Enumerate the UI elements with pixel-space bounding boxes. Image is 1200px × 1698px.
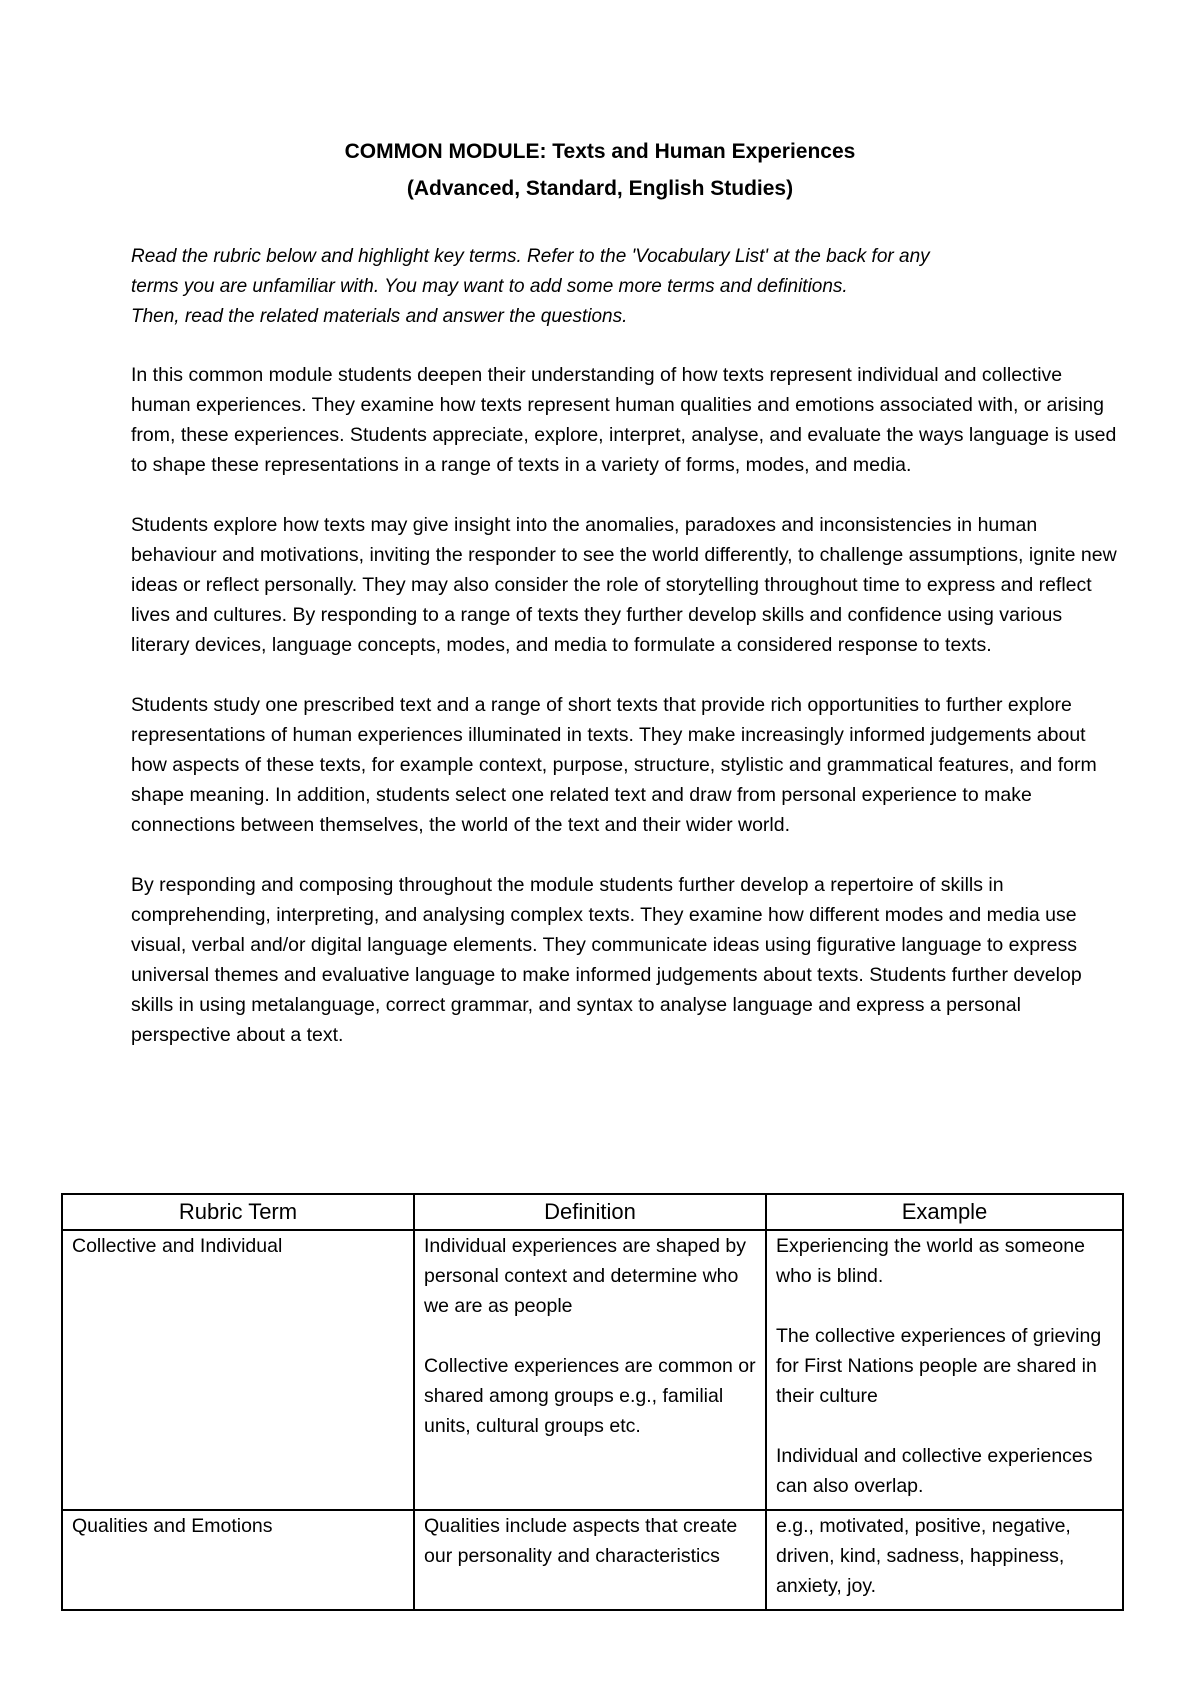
rubric-paragraph-4: By responding and composing throughout the module students further develop a repertoire of skills in comprehending, interpreting, and analysing complex texts. They examine how different modes and media use visual, verbal and/or digital language elements. They communicate ideas using figurative language to express universal themes and evaluative language to make informed judgements about texts. Students further develop skills in using metalanguage, correct grammar, and syntax to analyse language and express a personal perspective about a text. <box>131 874 1082 1046</box>
cell-spacer <box>424 1321 756 1351</box>
example-text: Experiencing the world as someone who is blind. <box>776 1235 1085 1287</box>
rubric-paragraph-2: Students explore how texts may give insight into the anomalies, paradoxes and inconsistencies in human behaviour and motivations, inviting the responder to see the world differently, to challenge assumptions, ignite new ideas or reflect personally. They may also consider the role of storytelling throughout time to express and reflect lives and cultures. By responding to a range of texts they further develop skills and confidence using various literary devices, language concepts, modes, and media to formulate a considered response to texts. <box>131 514 1117 656</box>
title-line-1: COMMON MODULE: Texts and Human Experiences <box>344 140 856 163</box>
term-cell <box>62 1230 414 1510</box>
definition-cell <box>414 1230 766 1510</box>
title-line-2: (Advanced, Standard, English Studies) <box>406 177 794 200</box>
header-example: Example <box>766 1194 1123 1230</box>
table-row <box>62 1230 1123 1510</box>
example-cell <box>766 1230 1123 1510</box>
rubric-paragraph-1: In this common module students deepen their understanding of how texts represent individual and collective human experiences. They examine how texts represent human qualities and emotions associated with, or arising from, these experiences. Students appreciate, explore, interpret, analyse, and evaluate the ways language is used to shape these representations in a range of texts in a variety of forms, modes, and media. <box>131 364 1117 476</box>
example-text: e.g., motivated, positive, negative, driven, kind, sadness, happiness, anxiety, joy. <box>776 1515 1071 1597</box>
intro-line-1: Read the rubric below and highlight key terms. Refer to the 'Vocabulary List' at the back for any <box>131 246 930 267</box>
definition-cell <box>414 1510 766 1610</box>
document-title <box>0 133 1200 207</box>
cell-spacer <box>776 1291 1113 1321</box>
term-text: Qualities and Emotions <box>72 1515 273 1537</box>
intro-line-2: terms you are unfamiliar with. You may want to add some more terms and definitions. <box>131 276 848 297</box>
table-header-row <box>62 1194 1123 1230</box>
cell-spacer <box>776 1411 1113 1441</box>
definition-text: Qualities include aspects that create our personality and characteristics <box>424 1515 738 1567</box>
header-rubric-term: Rubric Term <box>62 1194 414 1230</box>
term-text: Collective and Individual <box>72 1235 283 1257</box>
intro-line-3: Then, read the related materials and answer the questions. <box>131 306 628 327</box>
definition-text: Individual experiences are shaped by personal context and determine who we are as people <box>424 1235 746 1317</box>
rubric-terms-table <box>61 1193 1124 1611</box>
rubric-paragraph-3: Students study one prescribed text and a range of short texts that provide rich opportunities to further explore representations of human experiences illuminated in texts. They make increasingly informed judgements about how aspects of these texts, for example context, purpose, structure, stylistic and grammatical features, and form shape meaning. In addition, students select one related text and draw from personal experience to make connections between themselves, the world of the text and their wider world. <box>131 694 1097 836</box>
header-definition: Definition <box>414 1194 766 1230</box>
example-cell <box>766 1510 1123 1610</box>
rubric-body <box>131 360 1121 1080</box>
definition-text: Collective experiences are common or shared among groups e.g., familial units, cultural groups etc. <box>424 1355 756 1437</box>
intro-instructions <box>131 242 1121 332</box>
example-text: Individual and collective experiences can also overlap. <box>776 1445 1093 1497</box>
cell-spacer <box>424 1571 756 1601</box>
example-text: The collective experiences of grieving for First Nations people are shared in their culture <box>776 1325 1102 1407</box>
table-row <box>62 1510 1123 1610</box>
term-cell <box>62 1510 414 1610</box>
